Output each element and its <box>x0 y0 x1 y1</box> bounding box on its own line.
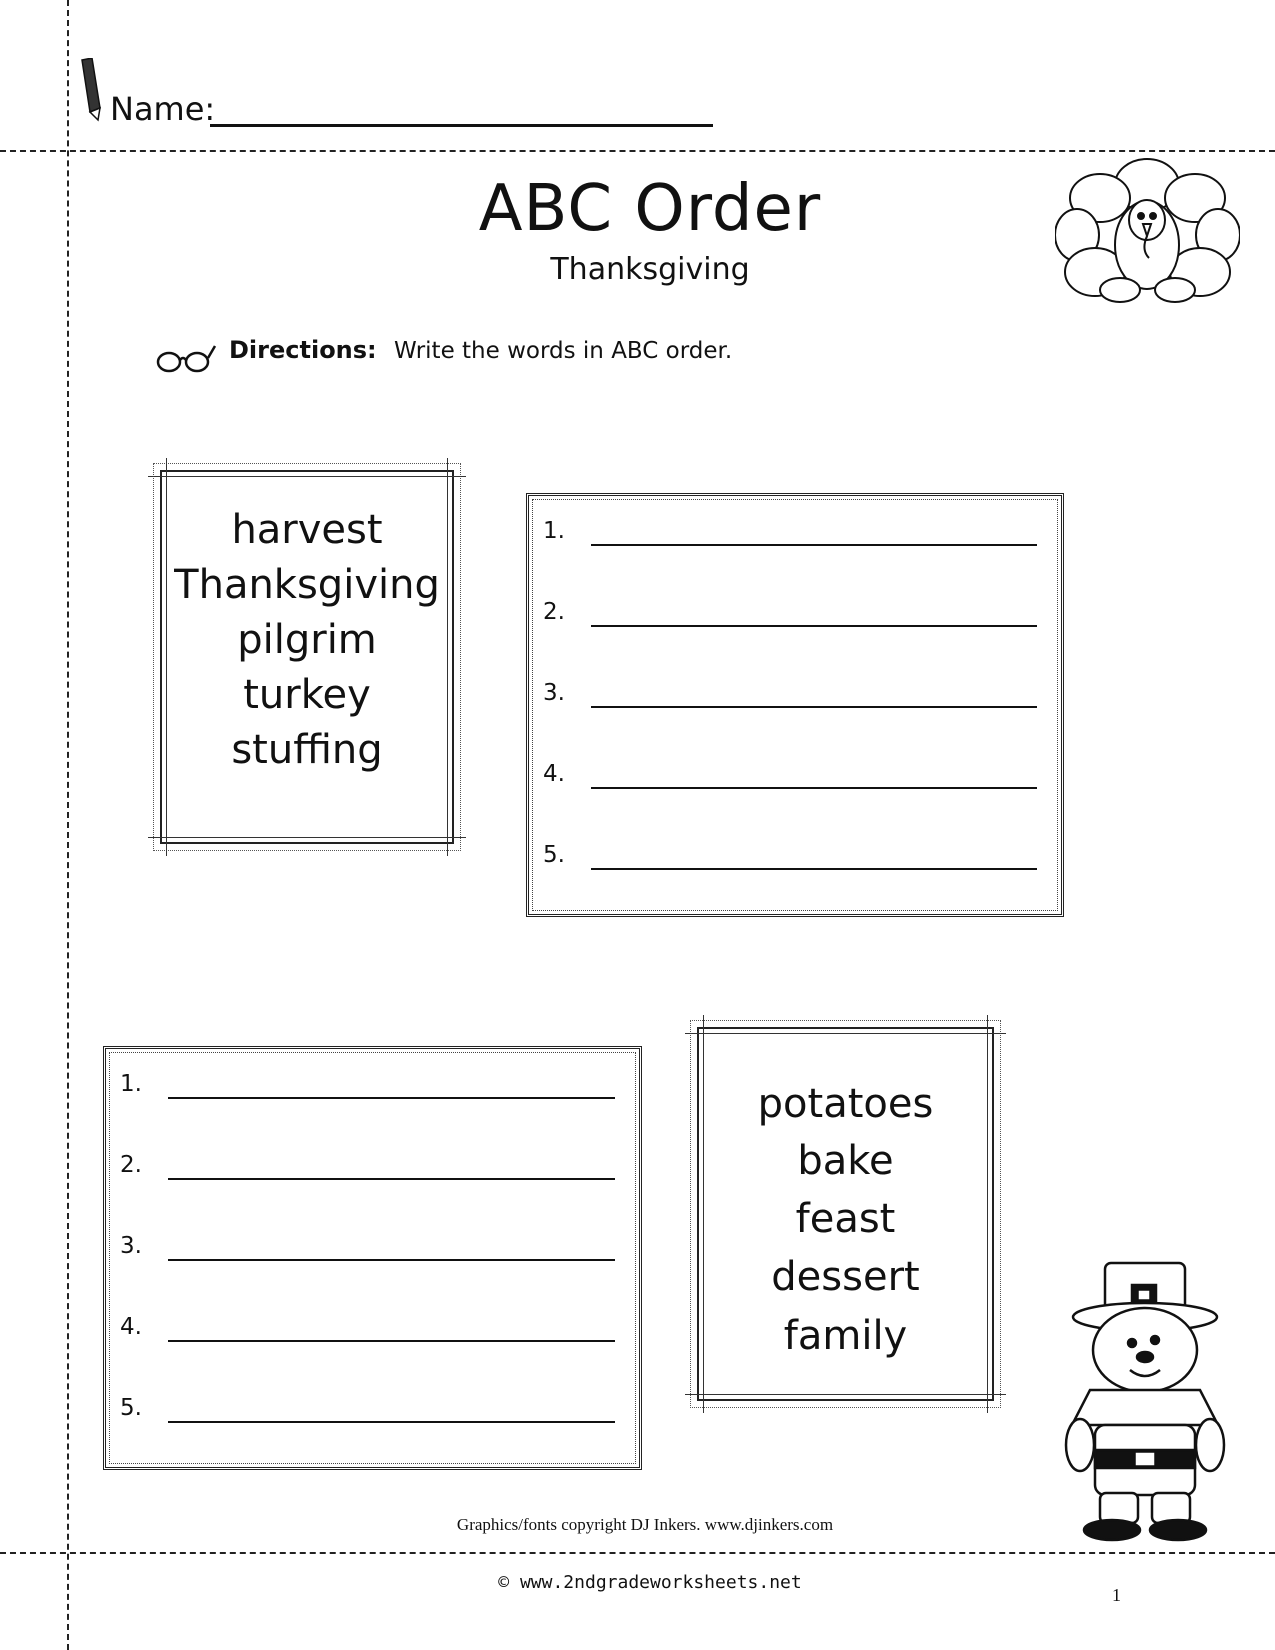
word-item: pilgrim <box>237 617 377 663</box>
glasses-icon <box>155 340 217 376</box>
answer-line[interactable] <box>591 868 1037 870</box>
answer-number: 4. <box>120 1314 142 1340</box>
answer-line[interactable] <box>591 706 1037 708</box>
name-label: Name: <box>110 90 216 128</box>
answer-line[interactable] <box>591 625 1037 627</box>
word-item: Thanksgiving <box>174 562 440 608</box>
word-box-2 <box>697 1027 994 1401</box>
directions-text: Write the words in ABC order. <box>394 338 733 364</box>
answer-line[interactable] <box>591 544 1037 546</box>
word-item: stuffing <box>231 727 383 773</box>
answer-number: 3. <box>543 680 565 706</box>
answer-line[interactable] <box>168 1340 615 1342</box>
pencil-icon <box>74 58 104 122</box>
word-item: feast <box>795 1196 896 1242</box>
answer-number: 5. <box>543 842 565 868</box>
left-margin-line <box>67 0 69 1650</box>
answer-number: 2. <box>543 599 565 625</box>
word-item: family <box>783 1313 908 1359</box>
page-number: 1 <box>1112 1585 1121 1605</box>
answer-line[interactable] <box>168 1178 615 1180</box>
word-item: bake <box>797 1138 894 1184</box>
page-title: ABC Order <box>478 172 822 246</box>
bottom-cut-line <box>0 1552 1275 1554</box>
answer-box-1 <box>526 493 1064 917</box>
word-box-1 <box>160 470 454 844</box>
answer-line[interactable] <box>168 1421 615 1423</box>
website-credit: © www.2ndgradeworksheets.net <box>498 1572 802 1593</box>
pilgrim-illustration <box>1050 1255 1240 1545</box>
word-item: harvest <box>231 507 383 553</box>
word-item: potatoes <box>757 1081 934 1127</box>
answer-number: 5. <box>120 1395 142 1421</box>
answer-number: 4. <box>543 761 565 787</box>
page-subtitle: Thanksgiving <box>550 252 750 287</box>
copyright-notice: Graphics/fonts copyright DJ Inkers. www.djinkers.com <box>456 1515 834 1534</box>
directions-label: Directions: <box>229 336 377 364</box>
answer-box-2 <box>103 1046 642 1470</box>
name-field[interactable] <box>210 124 713 127</box>
answer-line[interactable] <box>168 1097 615 1099</box>
turkey-illustration <box>1055 150 1240 315</box>
answer-number: 1. <box>543 518 565 544</box>
answer-number: 3. <box>120 1233 142 1259</box>
answer-number: 2. <box>120 1152 142 1178</box>
word-item: turkey <box>243 672 371 718</box>
answer-line[interactable] <box>168 1259 615 1261</box>
word-item: dessert <box>771 1254 920 1300</box>
answer-line[interactable] <box>591 787 1037 789</box>
answer-number: 1. <box>120 1071 142 1097</box>
